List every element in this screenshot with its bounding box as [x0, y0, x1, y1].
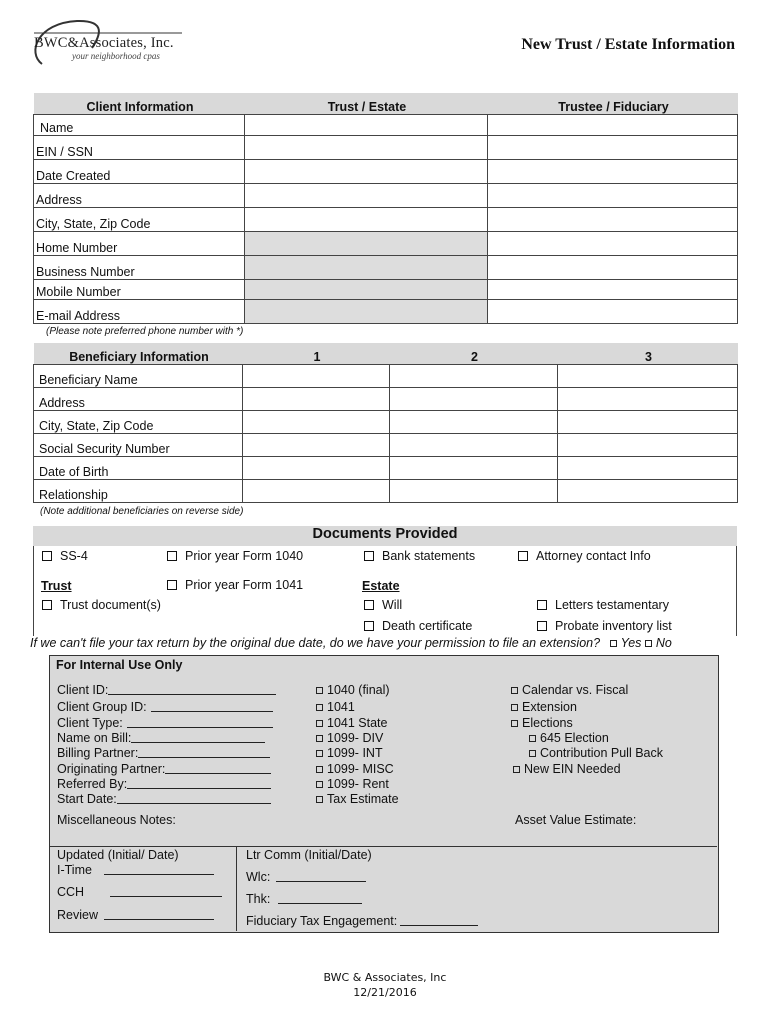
trustee-ein-cell[interactable]	[488, 135, 738, 159]
ben1-cell[interactable]	[243, 479, 390, 502]
checkbox-icon[interactable]	[537, 600, 547, 610]
checkbox-icon[interactable]	[167, 551, 177, 561]
row-label: Date of Birth	[34, 456, 243, 479]
ben2-cell[interactable]	[390, 479, 558, 502]
form-1099-misc[interactable]: 1099- MISC	[316, 762, 394, 776]
trust-city-cell[interactable]	[245, 207, 488, 231]
form-1099-div[interactable]: 1099- DIV	[316, 731, 383, 745]
checkbox-icon[interactable]	[511, 720, 518, 727]
thk-field[interactable]: Thk:	[246, 892, 362, 906]
checkbox-icon[interactable]	[316, 796, 323, 803]
beneficiary-note: (Note additional beneficiaries on reverse side)	[40, 506, 244, 517]
row-label: Home Number	[34, 231, 245, 255]
doc-bank[interactable]: Bank statements	[364, 549, 475, 563]
trust-name-cell[interactable]	[245, 114, 488, 135]
ben3-cell[interactable]	[558, 364, 738, 387]
checkbox-icon[interactable]	[537, 621, 547, 631]
ben1-cell[interactable]	[243, 364, 390, 387]
trust-address-cell[interactable]	[245, 183, 488, 207]
name-on-bill-field[interactable]: Name on Bill:	[57, 731, 265, 745]
ben2-cell[interactable]	[390, 456, 558, 479]
trustee-home-cell[interactable]	[488, 231, 738, 255]
row-label: Date Created	[34, 159, 245, 183]
divider	[236, 846, 237, 931]
client-id-field[interactable]: Client ID:	[57, 683, 276, 697]
trustee-business-cell[interactable]	[488, 255, 738, 279]
doc-attorney[interactable]: Attorney contact Info	[518, 549, 651, 563]
company-logo	[22, 18, 187, 68]
logo-name: BWC&Associates, Inc.	[34, 35, 174, 51]
divider	[50, 846, 717, 847]
trust-date-cell[interactable]	[245, 159, 488, 183]
review-field[interactable]: Review	[57, 908, 214, 922]
row-label: Address	[34, 387, 243, 410]
form-1041[interactable]: 1041	[316, 700, 355, 714]
client-group-field[interactable]: Client Group ID:	[57, 700, 273, 714]
row-label: Name	[34, 114, 245, 135]
ben3-cell[interactable]	[558, 410, 738, 433]
checkbox-icon[interactable]	[529, 735, 536, 742]
checkbox-icon[interactable]	[42, 600, 52, 610]
estate-heading: Estate	[362, 579, 400, 593]
extension-yes[interactable]: Yes	[610, 636, 642, 650]
form-1041-state[interactable]: 1041 State	[316, 716, 387, 730]
ben2-cell[interactable]	[390, 387, 558, 410]
checkbox-icon[interactable]	[316, 781, 323, 788]
doc-ss4[interactable]: SS-4	[42, 549, 88, 563]
internal-title: For Internal Use Only	[56, 658, 183, 672]
col-header-trust: Trust / Estate	[327, 99, 407, 114]
checkbox-icon[interactable]	[511, 704, 518, 711]
trustee-date-cell[interactable]	[488, 159, 738, 183]
form-1040-final[interactable]: 1040 (final)	[316, 683, 390, 697]
col-header-beneficiary: Beneficiary Information	[69, 349, 209, 364]
doc-probate[interactable]: Probate inventory list	[537, 619, 672, 633]
row-label: Beneficiary Name	[34, 364, 243, 387]
row-label: EIN / SSN	[34, 135, 245, 159]
logo-tagline: your neighborhood cpas	[72, 51, 160, 61]
phone-note: (Please note preferred phone number with *)	[46, 326, 244, 337]
doc-trust-documents[interactable]: Trust document(s)	[42, 598, 161, 612]
checkbox-icon[interactable]	[167, 580, 177, 590]
row-label: Relationship	[34, 479, 243, 502]
row-label: E-mail Address	[34, 299, 245, 323]
beneficiary-table	[33, 343, 738, 503]
trustee-city-cell[interactable]	[488, 207, 738, 231]
doc-letters[interactable]: Letters testamentary	[537, 598, 669, 612]
ltr-comm-label: Ltr Comm (Initial/Date)	[246, 848, 372, 862]
asset-value-label: Asset Value Estimate:	[515, 813, 637, 827]
checkbox-icon[interactable]	[42, 551, 52, 561]
trust-email-cell	[245, 299, 488, 323]
ben3-cell[interactable]	[558, 433, 738, 456]
start-date-field[interactable]: Start Date:	[57, 792, 271, 806]
trust-mobile-cell	[245, 279, 488, 299]
client-info-table	[33, 93, 738, 324]
ben2-cell[interactable]	[390, 364, 558, 387]
ben3-cell[interactable]	[558, 456, 738, 479]
ben1-cell[interactable]	[243, 410, 390, 433]
fiduciary-engagement-field[interactable]: Fiduciary Tax Engagement:	[246, 914, 478, 928]
col-header-2: 2	[471, 349, 478, 364]
row-label: Social Security Number	[34, 433, 243, 456]
billing-partner-field[interactable]: Billing Partner:	[57, 746, 270, 760]
itime-field[interactable]: I-Time	[57, 863, 214, 877]
client-type-field[interactable]: Client Type:	[57, 716, 273, 730]
doc-death-cert[interactable]: Death certificate	[364, 619, 472, 633]
opt-contribution-pull-back[interactable]: Contribution Pull Back	[529, 746, 663, 760]
ben1-cell[interactable]	[243, 387, 390, 410]
row-label: City, State, Zip Code	[34, 410, 243, 433]
checkbox-icon[interactable]	[364, 600, 374, 610]
extension-no[interactable]: No	[645, 636, 672, 650]
trustee-name-cell[interactable]	[488, 114, 738, 135]
ben2-cell[interactable]	[390, 433, 558, 456]
checkbox-icon[interactable]	[529, 750, 536, 757]
ben2-cell[interactable]	[390, 410, 558, 433]
referred-by-field[interactable]: Referred By:	[57, 777, 271, 791]
ben1-cell[interactable]	[243, 456, 390, 479]
checkbox-icon[interactable]	[316, 720, 323, 727]
misc-notes-label: Miscellaneous Notes:	[57, 813, 176, 827]
checkbox-icon[interactable]	[316, 687, 323, 694]
documents-title: Documents Provided	[33, 526, 737, 546]
checkbox-icon[interactable]	[610, 640, 617, 647]
doc-prior-1040[interactable]: Prior year Form 1040	[167, 549, 303, 563]
doc-prior-1041[interactable]: Prior year Form 1041	[167, 578, 303, 592]
ben1-cell[interactable]	[243, 433, 390, 456]
row-label: Business Number	[34, 255, 245, 279]
opt-new-ein[interactable]: New EIN Needed	[513, 762, 621, 776]
checkbox-icon[interactable]	[316, 704, 323, 711]
ben3-cell[interactable]	[558, 387, 738, 410]
checkbox-icon[interactable]	[645, 640, 652, 647]
wlc-field[interactable]: Wlc:	[246, 870, 366, 884]
trust-business-cell	[245, 255, 488, 279]
checkbox-icon[interactable]	[316, 750, 323, 757]
originating-partner-field[interactable]: Originating Partner:	[57, 762, 271, 776]
form-1099-int[interactable]: 1099- INT	[316, 746, 383, 760]
row-label: Mobile Number	[34, 279, 245, 299]
opt-extension[interactable]: Extension	[511, 700, 577, 714]
footer-date: 12/21/2016	[353, 986, 417, 999]
checkbox-icon[interactable]	[316, 735, 323, 742]
row-label: Address	[34, 183, 245, 207]
checkbox-icon[interactable]	[364, 551, 374, 561]
extension-question: If we can't file your tax return by the original due date, do we have your permission to file an extension? Yes No	[30, 636, 672, 650]
form-1099-rent[interactable]: 1099- Rent	[316, 777, 389, 791]
ben3-cell[interactable]	[558, 479, 738, 502]
opt-645-election[interactable]: 645 Election	[529, 731, 609, 745]
checkbox-icon[interactable]	[513, 766, 520, 773]
cch-field[interactable]: CCH	[57, 885, 222, 899]
form-tax-estimate[interactable]: Tax Estimate	[316, 792, 399, 806]
col-header-trustee: Trustee / Fiduciary	[558, 99, 669, 114]
checkbox-icon[interactable]	[518, 551, 528, 561]
opt-calendar-fiscal[interactable]: Calendar vs. Fiscal	[511, 683, 628, 697]
doc-will[interactable]: Will	[364, 598, 402, 612]
col-header-client: Client Information	[86, 99, 194, 114]
checkbox-icon[interactable]	[316, 766, 323, 773]
trust-ein-cell[interactable]	[245, 135, 488, 159]
trustee-email-cell[interactable]	[488, 299, 738, 323]
row-label: City, State, Zip Code	[34, 207, 245, 231]
trustee-mobile-cell[interactable]	[488, 279, 738, 299]
page-title: New Trust / Estate Information	[521, 36, 735, 53]
internal-use-box	[49, 655, 719, 933]
trust-home-cell	[245, 231, 488, 255]
checkbox-icon[interactable]	[511, 687, 518, 694]
updated-label: Updated (Initial/ Date)	[57, 848, 179, 862]
trustee-address-cell[interactable]	[488, 183, 738, 207]
col-header-1: 1	[313, 349, 321, 364]
footer-company: BWC & Associates, Inc	[323, 971, 447, 984]
checkbox-icon[interactable]	[364, 621, 374, 631]
opt-elections[interactable]: Elections	[511, 716, 573, 730]
trust-heading: Trust	[41, 579, 72, 593]
col-header-3: 3	[645, 349, 652, 364]
